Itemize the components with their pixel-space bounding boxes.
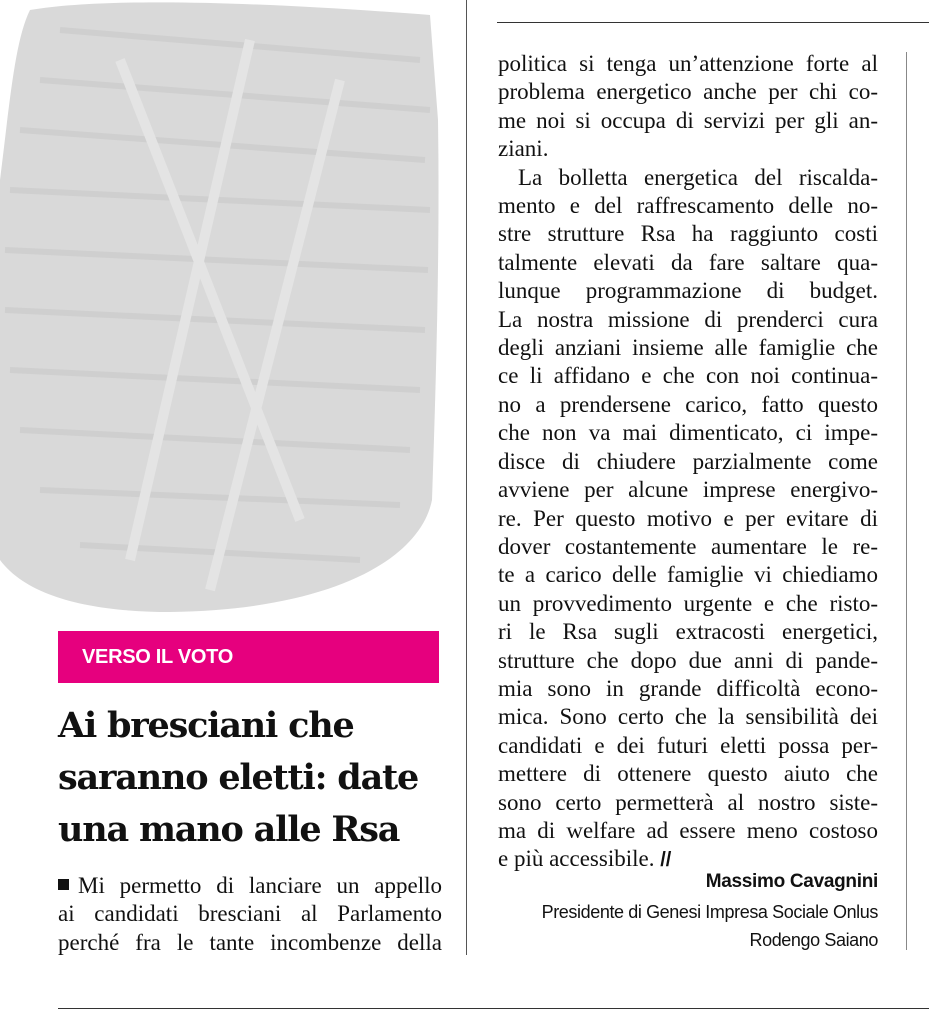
bottom-rule bbox=[58, 1008, 929, 1009]
article-body bbox=[498, 50, 878, 875]
column-divider bbox=[466, 0, 467, 955]
body-line: mettere di ottenere questo aiuto che bbox=[498, 761, 878, 787]
article-headline bbox=[58, 700, 448, 856]
end-mark: // bbox=[660, 849, 672, 872]
lead-line: Mi permetto di lanciare un appello bbox=[58, 872, 442, 900]
signature-place: Rodengo Saiano bbox=[749, 930, 878, 950]
body-line: mica. Sono certo che la sensibilità dei bbox=[498, 704, 878, 730]
body-line: ziani. bbox=[498, 136, 549, 162]
body-line: che non va mai dimenticato, ci impe- bbox=[498, 420, 878, 446]
body-line: ma di welfare ad essere meno costoso bbox=[498, 817, 878, 843]
body-line: sono certo permetterà al nostro siste- bbox=[498, 789, 878, 815]
body-line: stre strutture Rsa ha raggiunto costi bbox=[498, 221, 878, 247]
signature-role: Presidente di Genesi Impresa Sociale Onlus bbox=[541, 902, 878, 922]
top-right-rule bbox=[497, 22, 929, 23]
body-line: politica si tenga un’attenzione forte al bbox=[498, 51, 878, 76]
body-line: me noi si occupa di servizi per gli an- bbox=[498, 107, 878, 133]
section-kicker: VERSO IL VOTO bbox=[58, 631, 439, 683]
headline-line: Ai bresciani che bbox=[58, 705, 354, 746]
body-line: ri le Rsa sugli extracosti energetici, bbox=[498, 619, 878, 645]
body-line: avviene per alcune imprese energivo- bbox=[498, 477, 878, 503]
body-line: lunque programmazione di budget. bbox=[498, 278, 878, 304]
redaction-scribble bbox=[0, 0, 445, 620]
body-line: mia sono in grande difficoltà econo- bbox=[498, 675, 878, 701]
square-bullet-icon bbox=[58, 879, 69, 890]
body-line: mento e del raffrescamento delle no- bbox=[498, 193, 878, 219]
body-line: problema energetico anche per chi co- bbox=[498, 79, 878, 105]
signature-name: Massimo Cavagnini bbox=[705, 871, 878, 892]
body-line: strutture che dopo due anni di pande- bbox=[498, 647, 878, 673]
lead-line: ai candidati bresciani al Parlamento bbox=[58, 901, 442, 927]
body-line: un provvedimento urgente e che risto- bbox=[498, 590, 878, 616]
headline-line: saranno eletti: date bbox=[58, 757, 419, 798]
body-line: e più accessibile. // bbox=[498, 846, 672, 872]
lead-line: perché fra le tante incombenze della bbox=[58, 929, 442, 955]
body-line: talmente elevati da fare saltare qua- bbox=[498, 249, 878, 275]
headline-line: una mano alle Rsa bbox=[58, 809, 400, 850]
body-line: disce di chiudere parzialmente come bbox=[498, 448, 878, 474]
body-line: dover costantemente aumentare le re- bbox=[498, 533, 878, 559]
body-line: candidati e dei futuri eletti possa per- bbox=[498, 732, 878, 758]
body-line: ce li affidano e che con noi continua- bbox=[498, 363, 878, 389]
body-line: La nostra missione di prenderci cura bbox=[498, 306, 878, 332]
body-line: no a prendersene carico, fatto questo bbox=[498, 391, 878, 417]
body-line: te a carico delle famiglie vi chiediamo bbox=[498, 562, 878, 588]
body-line: La bolletta energetica del riscalda- bbox=[518, 164, 878, 190]
article-lead bbox=[58, 872, 442, 957]
body-line: degli anziani insieme alle famiglie che bbox=[498, 335, 878, 361]
body-line: re. Per questo motivo e per evitare di bbox=[498, 505, 878, 531]
right-margin-rule bbox=[906, 52, 907, 950]
